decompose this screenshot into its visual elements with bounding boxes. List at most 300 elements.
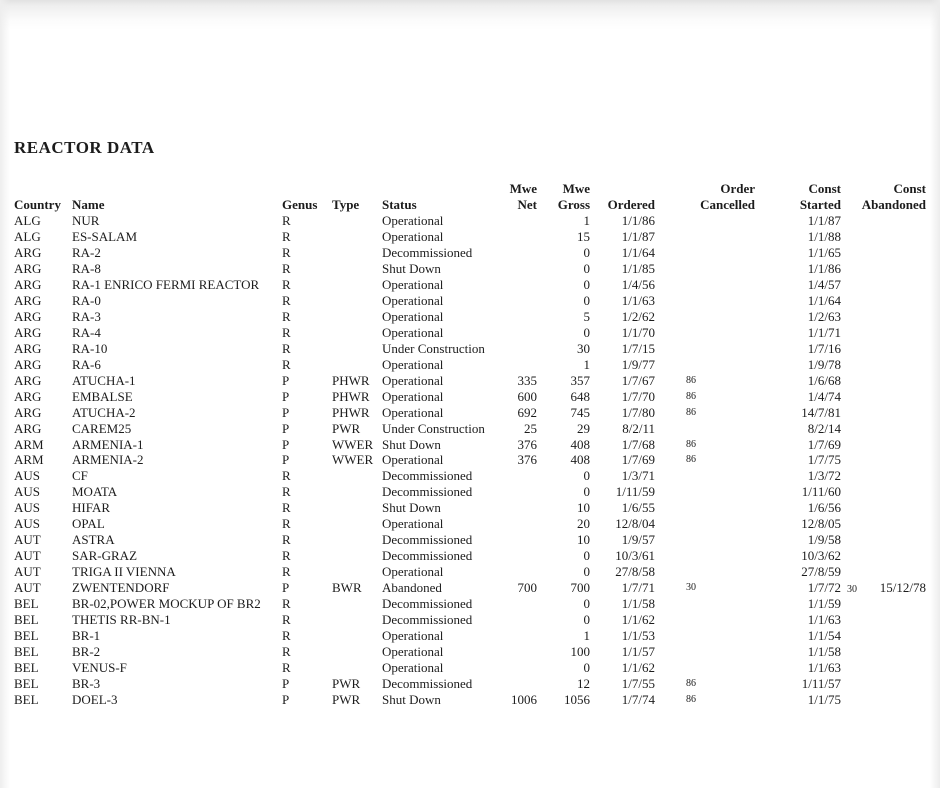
cell-country: BEL [14, 692, 39, 707]
cell-abandoned [841, 389, 926, 405]
cell-gross: 0 [583, 276, 590, 292]
cell-cancelled [655, 325, 755, 341]
cell-abandoned [841, 644, 926, 660]
cell-ordered: 1/1/58 [621, 596, 655, 612]
cell-ordered: 1/3/71 [621, 468, 655, 484]
abandoned-note: 30 [847, 584, 857, 596]
cell-gross: 408 [570, 452, 590, 468]
cell-abandoned [841, 357, 926, 373]
cell-cancelled [655, 660, 755, 676]
cell-type: PHWR [332, 404, 370, 420]
cell-country: ARG [14, 420, 42, 436]
table-row [14, 484, 926, 500]
cell-status: Operational [382, 372, 444, 388]
cell-status: Decommissioned [382, 468, 473, 484]
cell-abandoned [841, 261, 926, 277]
cell-ordered: 1/6/55 [621, 500, 655, 516]
cell-abandoned [841, 229, 926, 245]
header-country [14, 181, 72, 197]
cell-type [332, 564, 382, 580]
header-abandoned: Const [893, 181, 926, 196]
cell-gross: 0 [583, 292, 590, 308]
cell-net [500, 548, 537, 564]
cell-cancelled [655, 293, 755, 309]
cell-net [500, 484, 537, 500]
cell-genus: R [282, 340, 291, 356]
cell-name: RA-10 [72, 340, 108, 356]
cell-type: WWER [332, 436, 374, 452]
cell-net [500, 229, 537, 245]
table-row [14, 468, 926, 484]
cell-started: 1/7/16 [807, 340, 841, 356]
table-row [14, 277, 926, 293]
cell-abandoned [841, 484, 926, 500]
cell-type [332, 596, 382, 612]
cell-status: Operational [382, 564, 444, 580]
cell-type [332, 245, 382, 261]
cell-name: VENUS-F [72, 660, 127, 676]
table-row [14, 580, 926, 596]
cell-abandoned [841, 325, 926, 341]
cell-name: NUR [72, 212, 100, 228]
table-row [14, 564, 926, 580]
cell-country: AUS [14, 516, 41, 532]
cell-cancelled [655, 564, 755, 580]
cell-name: BR-3 [72, 676, 101, 692]
cell-ordered: 1/1/57 [621, 644, 655, 660]
cell-status: Operational [382, 308, 444, 324]
cell-name: MOATA [72, 484, 118, 500]
reactor-table [14, 181, 926, 708]
table-row [14, 309, 926, 325]
cell-net [500, 532, 537, 548]
cell-cancelled [655, 628, 755, 644]
header-name: Name [72, 196, 105, 212]
cell-country: ARG [14, 244, 42, 260]
cell-genus: R [282, 548, 291, 564]
cell-cancelled [655, 341, 755, 357]
cell-ordered: 1/7/68 [621, 436, 655, 452]
cell-status: Shut Down [382, 260, 441, 276]
cell-net [500, 516, 537, 532]
cell-cancelled: 86 [686, 438, 696, 450]
header-gross: Gross [557, 196, 590, 212]
cell-type [332, 293, 382, 309]
page-right-edge [930, 0, 940, 788]
cell-cancelled [655, 612, 755, 628]
cell-name: EMBALSE [72, 388, 133, 404]
cell-cancelled [655, 596, 755, 612]
cell-ordered: 1/7/69 [621, 452, 655, 468]
cell-country: ARG [14, 340, 42, 356]
header-cancelled: Cancelled [700, 196, 755, 212]
cell-type [332, 309, 382, 325]
cell-name: TRIGA II VIENNA [72, 564, 176, 580]
cell-abandoned [841, 245, 926, 261]
cell-type [332, 628, 382, 644]
cell-ordered: 1/11/59 [615, 484, 655, 500]
cell-started: 1/9/58 [807, 532, 841, 548]
cell-cancelled [655, 229, 755, 245]
cell-type: WWER [332, 452, 374, 468]
cell-abandoned [841, 421, 926, 437]
table-row [14, 245, 926, 261]
cell-country: ALG [14, 228, 41, 244]
cell-gross: 0 [583, 612, 590, 628]
cell-cancelled [655, 421, 755, 437]
cell-type: PWR [332, 420, 361, 436]
cell-country: AUS [14, 484, 41, 500]
cell-country: AUT [14, 564, 41, 580]
table-row [14, 612, 926, 628]
page-title: REACTOR DATA [14, 138, 155, 157]
cell-gross: 100 [570, 644, 590, 660]
table-row [14, 229, 926, 245]
cell-net [500, 660, 537, 676]
cell-type [332, 341, 382, 357]
cell-genus: P [282, 580, 290, 596]
cell-net [500, 644, 537, 660]
cell-country: BEL [14, 676, 39, 692]
cell-started: 1/4/74 [807, 388, 841, 404]
cell-cancelled [655, 468, 755, 484]
cell-ordered: 1/1/62 [621, 660, 655, 676]
cell-name: ES-SALAM [72, 228, 138, 244]
cell-started: 1/1/75 [807, 692, 841, 707]
cell-abandoned [841, 452, 926, 468]
cell-net [500, 245, 537, 261]
table-row [14, 213, 926, 229]
cell-ordered: 1/7/74 [621, 692, 655, 707]
cell-net: 700 [517, 580, 537, 596]
cell-abandoned [841, 500, 926, 516]
cell-net [500, 277, 537, 293]
table-row [14, 692, 926, 708]
cell-ordered: 1/7/70 [621, 388, 655, 404]
header-row-2 [14, 197, 926, 213]
cell-net [500, 325, 537, 341]
cell-status: Operational [382, 388, 444, 404]
cell-status: Under Construction [382, 340, 485, 356]
cell-genus: R [282, 244, 291, 260]
cell-gross: 408 [570, 436, 590, 452]
cell-genus: R [282, 628, 291, 644]
cell-abandoned [841, 692, 926, 708]
cell-net [500, 293, 537, 309]
cell-type [332, 484, 382, 500]
cell-status: Decommissioned [382, 532, 473, 548]
cell-started: 12/8/05 [801, 516, 841, 532]
cell-cancelled [655, 548, 755, 564]
cell-genus: R [282, 324, 291, 340]
cell-gross: 1 [583, 356, 590, 372]
cell-gross: 1056 [564, 692, 590, 707]
cell-gross: 30 [577, 340, 590, 356]
table-row [14, 644, 926, 660]
cell-abandoned [841, 580, 926, 598]
cell-country: ARM [14, 436, 44, 452]
cell-ordered: 27/8/58 [615, 564, 655, 580]
cell-type [332, 660, 382, 676]
cell-cancelled [655, 261, 755, 277]
cell-type [332, 644, 382, 660]
cell-gross: 0 [583, 484, 590, 500]
cell-net [500, 564, 537, 580]
cell-ordered: 1/7/55 [621, 676, 655, 692]
cell-type [332, 357, 382, 373]
cell-genus: P [282, 692, 290, 707]
header-ordered: Ordered [607, 196, 655, 212]
cell-name: RA-2 [72, 244, 101, 260]
table-row [14, 389, 926, 405]
cell-gross: 1 [583, 212, 590, 228]
cell-started: 14/7/81 [801, 404, 841, 420]
cell-country: ARG [14, 260, 42, 276]
cell-abandoned [841, 628, 926, 644]
cell-started: 27/8/59 [801, 564, 841, 580]
cell-ordered: 1/1/53 [621, 628, 655, 644]
cell-country: ARG [14, 404, 42, 420]
cell-genus: R [282, 532, 291, 548]
cell-net [500, 500, 537, 516]
cell-started: 8/2/14 [807, 420, 841, 436]
cell-country: ARG [14, 276, 42, 292]
cell-cancelled: 86 [686, 454, 696, 466]
cell-status: Under Construction [382, 420, 485, 436]
cell-cancelled [655, 516, 755, 532]
table-row [14, 452, 926, 468]
cell-name: RA-3 [72, 308, 101, 324]
cell-status: Decommissioned [382, 244, 473, 260]
cell-country: ARM [14, 452, 44, 468]
cell-net: 1006 [511, 692, 537, 707]
cell-ordered: 1/7/71 [621, 580, 655, 596]
cell-country: AUT [14, 580, 41, 596]
cell-name: RA-0 [72, 292, 101, 308]
cell-gross: 15 [577, 228, 590, 244]
cell-gross: 0 [583, 564, 590, 580]
cell-genus: R [282, 516, 291, 532]
cell-gross: 648 [570, 388, 590, 404]
cell-abandoned [841, 341, 926, 357]
table-row [14, 325, 926, 341]
cell-genus: R [282, 500, 291, 516]
header-net: Net [517, 196, 537, 212]
cell-gross: 700 [570, 580, 590, 596]
cell-name: THETIS RR-BN-1 [72, 612, 171, 628]
header-type [332, 181, 382, 197]
cell-country: BEL [14, 660, 39, 676]
cell-ordered: 1/1/86 [621, 212, 655, 228]
cell-status: Operational [382, 516, 444, 532]
page-left-edge [0, 0, 10, 788]
cell-status: Operational [382, 452, 444, 468]
cell-gross: 0 [583, 548, 590, 564]
cell-genus: R [282, 356, 291, 372]
cell-net [500, 676, 537, 692]
cell-country: BEL [14, 644, 39, 660]
cell-net: 692 [517, 404, 537, 420]
cell-type [332, 532, 382, 548]
cell-name: RA-4 [72, 324, 101, 340]
cell-status: Operational [382, 644, 444, 660]
cell-gross: 745 [570, 404, 590, 420]
table-row [14, 405, 926, 421]
cell-net: 25 [524, 420, 537, 436]
cell-genus: P [282, 420, 290, 436]
cell-abandoned [841, 612, 926, 628]
cell-ordered: 1/9/77 [621, 356, 655, 372]
cell-name: BR-02,POWER MOCKUP OF BR2 [72, 596, 261, 612]
cell-started: 1/1/54 [807, 628, 841, 644]
cell-genus: R [282, 276, 291, 292]
cell-abandoned [841, 532, 926, 548]
cell-cancelled: 86 [686, 374, 696, 386]
cell-genus: R [282, 660, 291, 676]
cell-ordered: 1/7/67 [621, 372, 655, 388]
cell-started: 1/7/72 [807, 580, 841, 596]
cell-country: ALG [14, 212, 41, 228]
cell-country: AUT [14, 532, 41, 548]
cell-abandoned [841, 676, 926, 692]
cell-ordered: 10/3/61 [615, 548, 655, 564]
cell-name: RA-1 ENRICO FERMI REACTOR [72, 276, 260, 292]
cell-cancelled: 86 [686, 406, 696, 418]
cell-net [500, 468, 537, 484]
cell-abandoned [841, 468, 926, 484]
cell-gross: 357 [570, 372, 590, 388]
cell-name: CF [72, 468, 88, 484]
table-row [14, 437, 926, 453]
cell-abandoned [841, 405, 926, 421]
cell-status: Operational [382, 324, 444, 340]
cell-name: RA-8 [72, 260, 101, 276]
cell-type [332, 261, 382, 277]
table-row [14, 357, 926, 373]
cell-status: Operational [382, 276, 444, 292]
cell-started: 1/11/57 [801, 676, 841, 692]
table-row [14, 421, 926, 437]
cell-genus: R [282, 596, 291, 612]
cell-cancelled [655, 484, 755, 500]
cell-type [332, 548, 382, 564]
cell-net [500, 628, 537, 644]
cell-country: ARG [14, 388, 42, 404]
cell-cancelled: 86 [686, 390, 696, 402]
table-row [14, 373, 926, 389]
cell-ordered: 1/7/80 [621, 404, 655, 420]
cell-abandoned [841, 548, 926, 564]
cell-abandoned [841, 596, 926, 612]
cell-abandoned [841, 564, 926, 580]
cell-country: BEL [14, 628, 39, 644]
cell-type [332, 277, 382, 293]
cell-net: 376 [517, 436, 537, 452]
cell-genus: R [282, 564, 291, 580]
table-row [14, 500, 926, 516]
cell-started: 1/1/59 [807, 596, 841, 612]
cell-type: PHWR [332, 372, 370, 388]
cell-gross: 0 [583, 244, 590, 260]
cell-status: Shut Down [382, 436, 441, 452]
cell-started: 1/3/72 [807, 468, 841, 484]
header-name [72, 181, 282, 197]
cell-ordered: 1/7/15 [621, 340, 655, 356]
cell-ordered: 1/1/62 [621, 612, 655, 628]
header-country: Country [14, 196, 61, 212]
cell-started: 1/1/64 [807, 292, 841, 308]
cell-started: 1/11/60 [801, 484, 841, 500]
cell-gross: 12 [577, 676, 590, 692]
cell-name: ASTRA [72, 532, 115, 548]
cell-started: 1/1/87 [807, 212, 841, 228]
cell-started: 1/1/65 [807, 244, 841, 260]
cell-started: 1/1/63 [807, 660, 841, 676]
cell-country: ARG [14, 372, 42, 388]
cell-type: PWR [332, 692, 361, 707]
cell-started: 1/1/86 [807, 260, 841, 276]
cell-started: 1/1/63 [807, 612, 841, 628]
cell-cancelled [655, 500, 755, 516]
cell-status: Shut Down [382, 692, 441, 707]
cell-genus: R [282, 484, 291, 500]
cell-gross: 1 [583, 628, 590, 644]
cell-type: PHWR [332, 388, 370, 404]
cell-started: 10/3/62 [801, 548, 841, 564]
cell-cancelled [655, 277, 755, 293]
cell-net [500, 309, 537, 325]
cell-cancelled [655, 213, 755, 229]
cell-abandoned [841, 660, 926, 676]
cell-net [500, 341, 537, 357]
cell-name: RA-6 [72, 356, 101, 372]
cell-genus: P [282, 452, 290, 468]
cell-ordered: 1/1/85 [621, 260, 655, 276]
cell-name: BR-1 [72, 628, 101, 644]
cell-genus: R [282, 212, 291, 228]
cell-type [332, 213, 382, 229]
cell-ordered: 1/4/56 [621, 276, 655, 292]
cell-cancelled: 30 [686, 582, 696, 594]
cell-status: Decommissioned [382, 484, 473, 500]
cell-net: 376 [517, 452, 537, 468]
table-row [14, 676, 926, 692]
cell-name: ARMENIA-1 [72, 436, 144, 452]
cell-genus: R [282, 228, 291, 244]
cell-ordered: 12/8/04 [615, 516, 655, 532]
cell-name: ZWENTENDORF [72, 580, 170, 596]
cell-status: Decommissioned [382, 676, 473, 692]
cell-gross: 10 [577, 500, 590, 516]
cell-started: 1/6/56 [807, 500, 841, 516]
cell-net [500, 357, 537, 373]
header-type: Type [332, 196, 360, 212]
cell-country: ARG [14, 292, 42, 308]
cell-status: Abandoned [382, 580, 442, 596]
cell-genus: R [282, 292, 291, 308]
cell-gross: 0 [583, 468, 590, 484]
table-row [14, 660, 926, 676]
cell-type [332, 229, 382, 245]
cell-started: 1/2/63 [807, 308, 841, 324]
cell-country: ARG [14, 324, 42, 340]
table-row [14, 628, 926, 644]
header-ordered [590, 181, 655, 197]
header-started: Started [799, 196, 841, 212]
cell-name: DOEL-3 [72, 692, 118, 707]
cell-net: 600 [517, 388, 537, 404]
cell-country: ARG [14, 308, 42, 324]
